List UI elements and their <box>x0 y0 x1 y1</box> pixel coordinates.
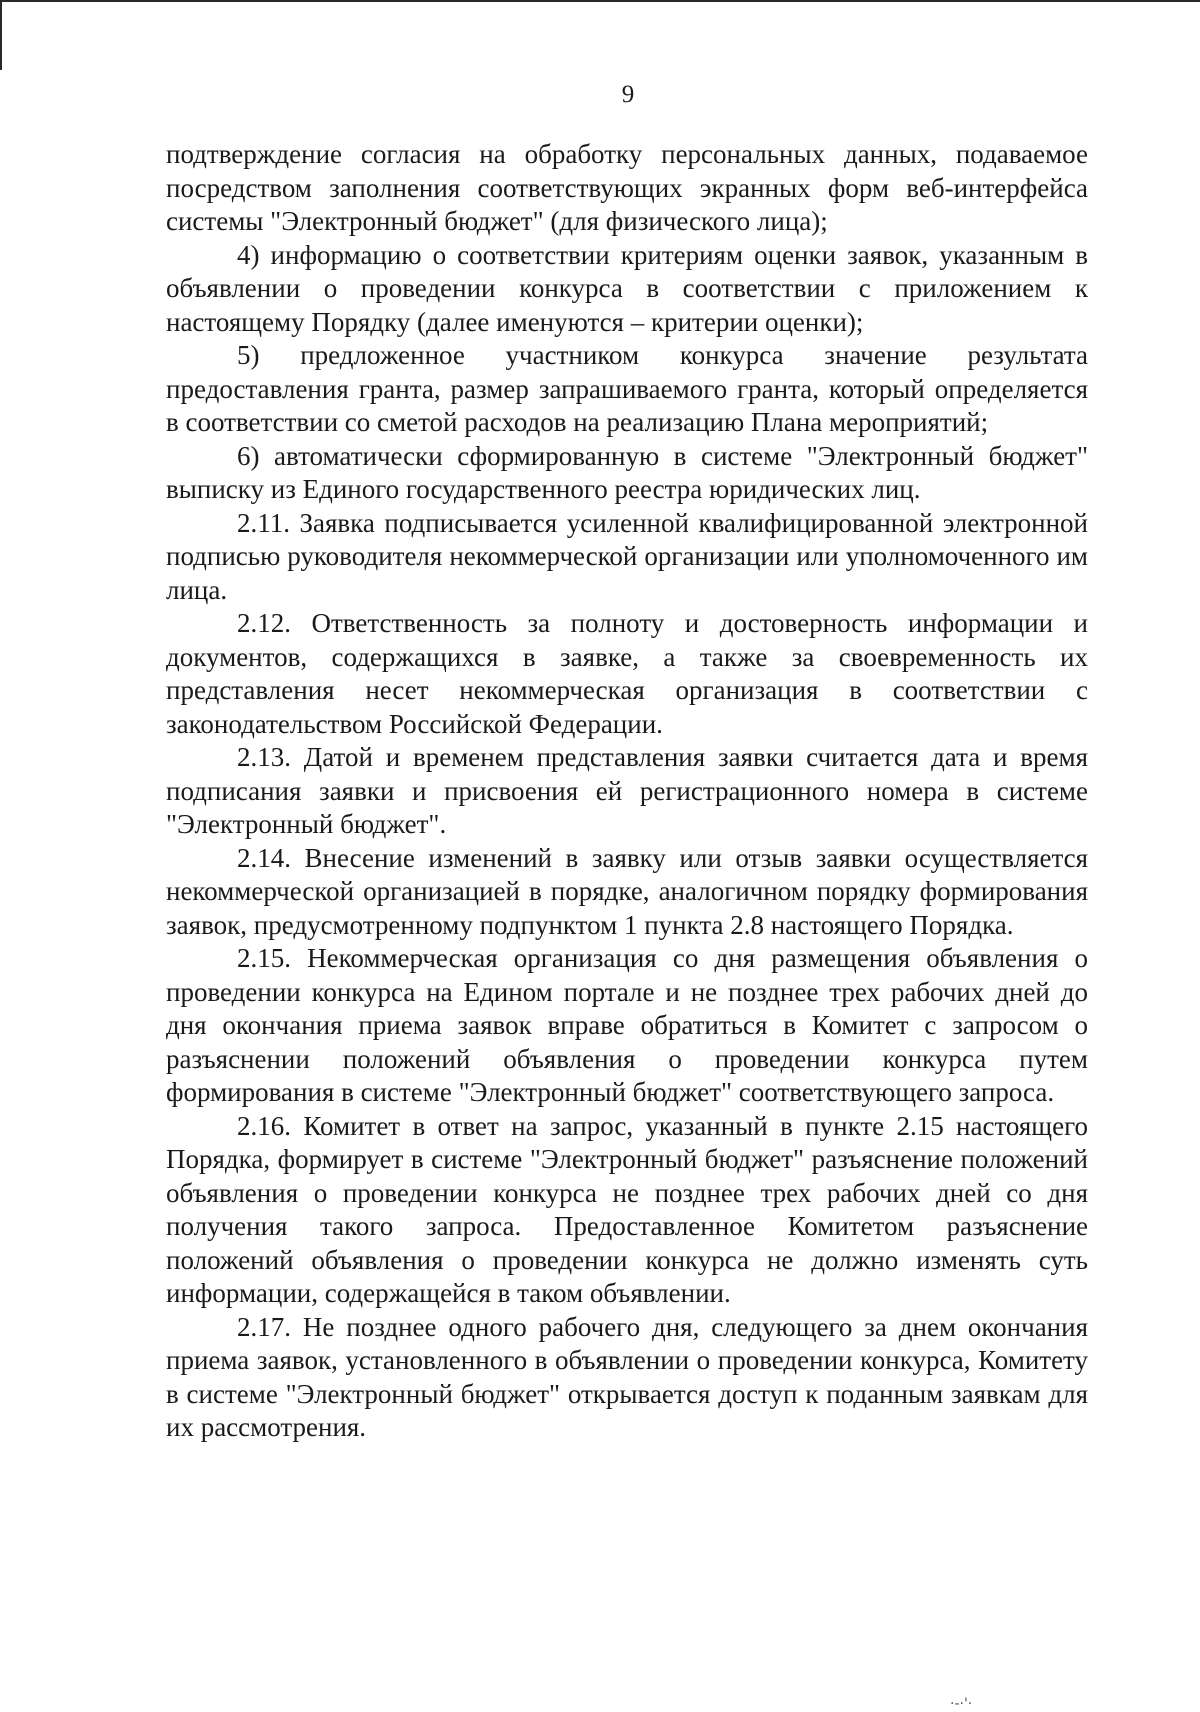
paragraph-2-16: 2.16. Комитет в ответ на запрос, указанный в пункте 2.15 настоящего Порядка, формирует в системе "Электронный бюджет" разъяснение положений объявления о проведении конкурса не позднее трех рабочих дней со дня получения такого запроса. Предоставленное Комитетом разъяснение положений объявления о проведении конкурса не должно изменять суть информации, содержащейся в таком объявлении. <box>166 1110 1088 1308</box>
document-body <box>166 138 1088 1445</box>
page-number: 9 <box>621 81 635 108</box>
paragraph-item-6: 6) автоматически сформированную в системе "Электронный бюджет" выписку из Единого государственного реестра юридических лиц. <box>166 440 1088 504</box>
paragraph-2-17: 2.17. Не позднее одного рабочего дня, следующего за днем окончания приема заявок, установленного в объявлении о проведении конкурса, Комитету в системе "Электронный бюджет" открывается доступ к поданным заявкам для их рассмотрения. <box>166 1311 1088 1442</box>
paragraph-2-15: 2.15. Некоммерческая организация со дня размещения объявления о проведении конкурса на Едином портале и не позднее трех рабочих дней до дня окончания приема заявок вправе обратиться в Комитет с запросом о разъяснении положений объявления о проведении конкурса путем формирования в системе "Электронный бюджет" соответствующего запроса. <box>166 943 1088 1107</box>
paragraph-item-5: 5) предложенное участником конкурса значение результата предоставления гранта, размер запрашиваемого гранта, который определяется в соответствии со сметой расходов на реализацию Плана мероприятий; <box>166 340 1088 437</box>
scan-left-edge <box>0 0 2 70</box>
scan-top-edge <box>0 0 1200 2</box>
paragraph-item-4: 4) информацию о соответствии критериям оценки заявок, указанным в объявлении о проведении конкурса в соответствии с приложением к настоящему Порядку (далее именуются – критерии оценки); <box>166 239 1088 337</box>
paragraph-consent-continuation: подтверждение согласия на обработку персональных данных, подаваемое посредством заполнения соответствующих экранных форм веб-интерфейса системы "Электронный бюджет" (для физического лица); <box>166 139 1088 236</box>
paragraph-2-13: 2.13. Датой и временем представления заявки считается дата и время подписания заявки и присвоения ей регистрационного номера в системе "Электронный бюджет". <box>166 742 1088 839</box>
paragraph-2-14: 2.14. Внесение изменений в заявку или отзыв заявки осуществляется некоммерческой организацией в порядке, аналогичном порядку формирования заявок, предусмотренному подпунктом 1 пункта 2.8 настоящего Порядка. <box>166 842 1088 940</box>
paragraph-2-12: 2.12. Ответственность за полноту и достоверность информации и документов, содержащихся в заявке, а также за своевременность их представления несет некоммерческая организация в соответствии с законодательством Российской Федерации. <box>166 608 1088 739</box>
scan-artifact-mark: ·-·'· <box>950 1696 973 1712</box>
paragraph-2-11: 2.11. Заявка подписывается усиленной квалифицированной электронной подписью руководителя некоммерческой организации или уполномоченного им лица. <box>166 507 1088 605</box>
